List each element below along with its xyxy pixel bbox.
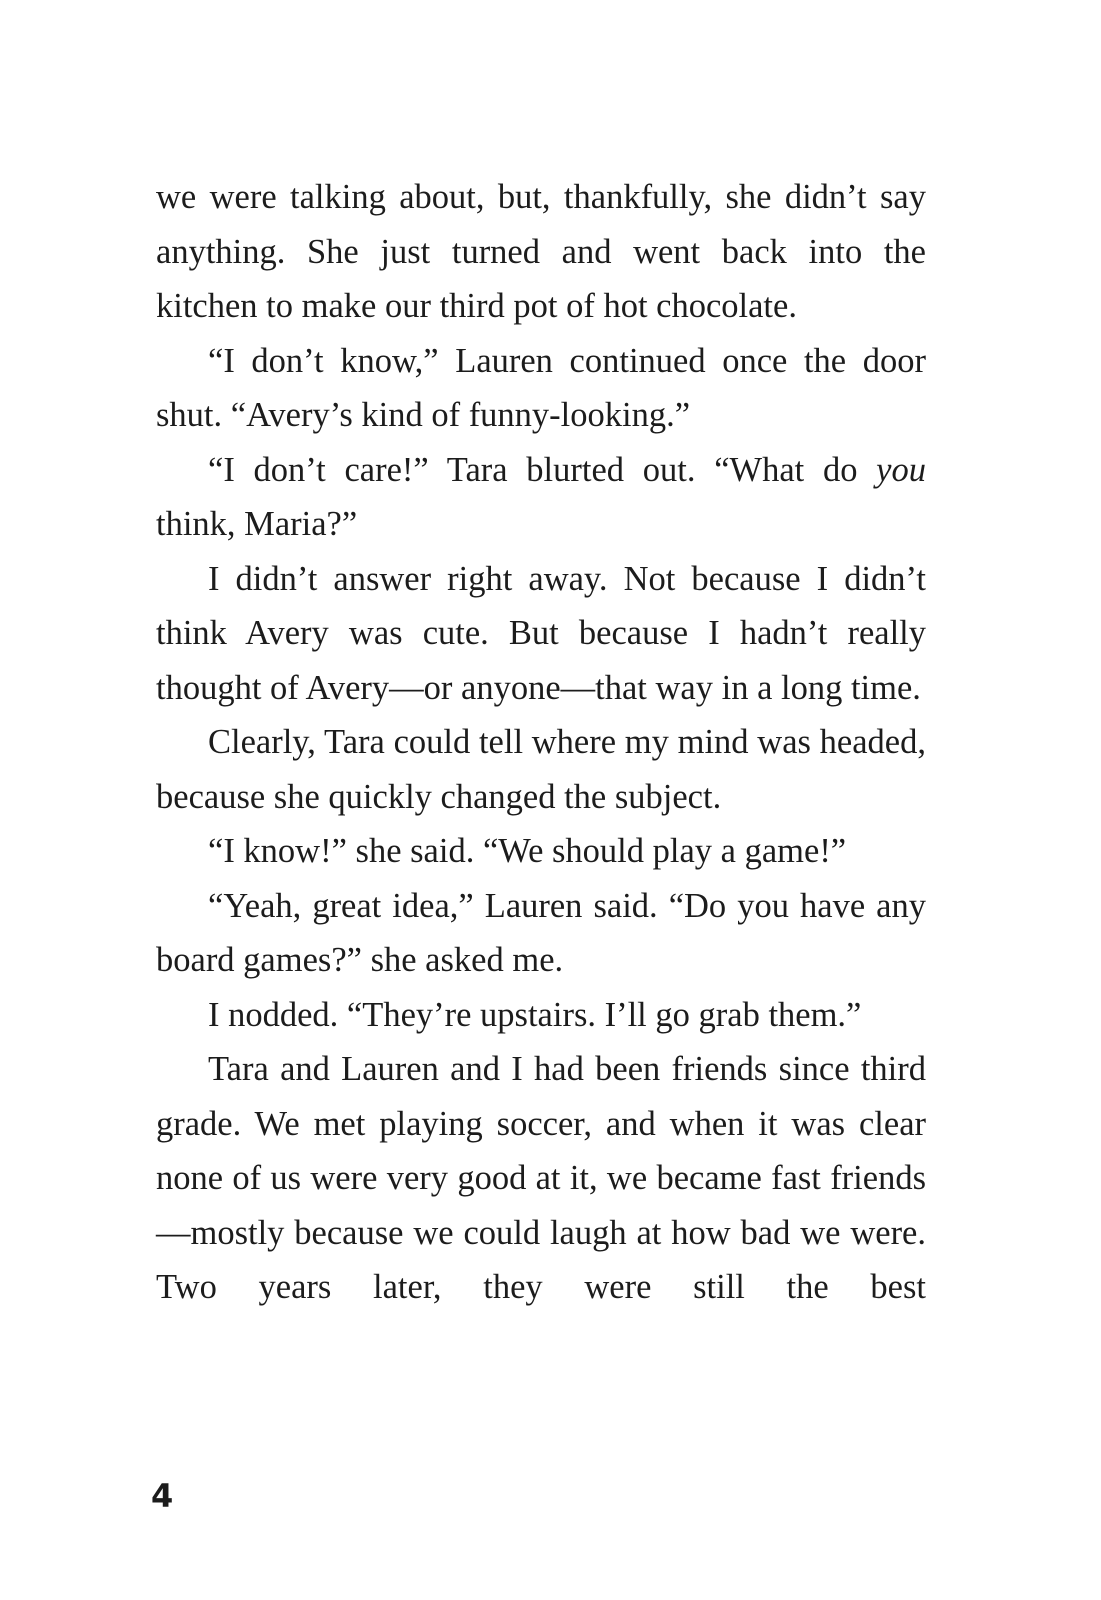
- emphasized-word: you: [876, 450, 926, 489]
- paragraph: we were talking about, but, thankfully, she didn’t say anything. She just turned and went back into the kitchen to make our third pot of hot chocolate.: [156, 178, 926, 325]
- paragraph: [156, 443, 926, 552]
- paragraph-text: “I don’t care!” Tara blurted out. “What do: [208, 450, 877, 489]
- paragraph: “I don’t know,” Lauren continued once the door shut. “Avery’s kind of funny-looking.”: [156, 341, 926, 434]
- page-number: 4: [151, 1477, 174, 1515]
- paragraph: “Yeah, great idea,” Lauren said. “Do you have any board games?” she asked me.: [156, 886, 926, 979]
- paragraph-text: think, Maria?”: [156, 505, 358, 543]
- paragraph: Clearly, Tara could tell where my mind was headed, because she quickly changed the subject.: [156, 723, 926, 816]
- paragraph: “I know!” she said. “We should play a game!”: [208, 832, 847, 870]
- paragraph: I didn’t answer right away. Not because I didn’t think Avery was cute. But because I hadn’t really thought of Avery—or anyone—that way in a long time.: [156, 559, 926, 707]
- paragraph: I nodded. “They’re upstairs. I’ll go grab them.”: [208, 995, 862, 1034]
- paragraph: Tara and Lauren and I had been friends since third grade. We met playing soccer, and when it was clear none of us were very good at it, we became fast friends—mostly because we could laugh at how bad we were. Two years later, they were still the best: [156, 1050, 926, 1306]
- page-body-text: [156, 170, 926, 1315]
